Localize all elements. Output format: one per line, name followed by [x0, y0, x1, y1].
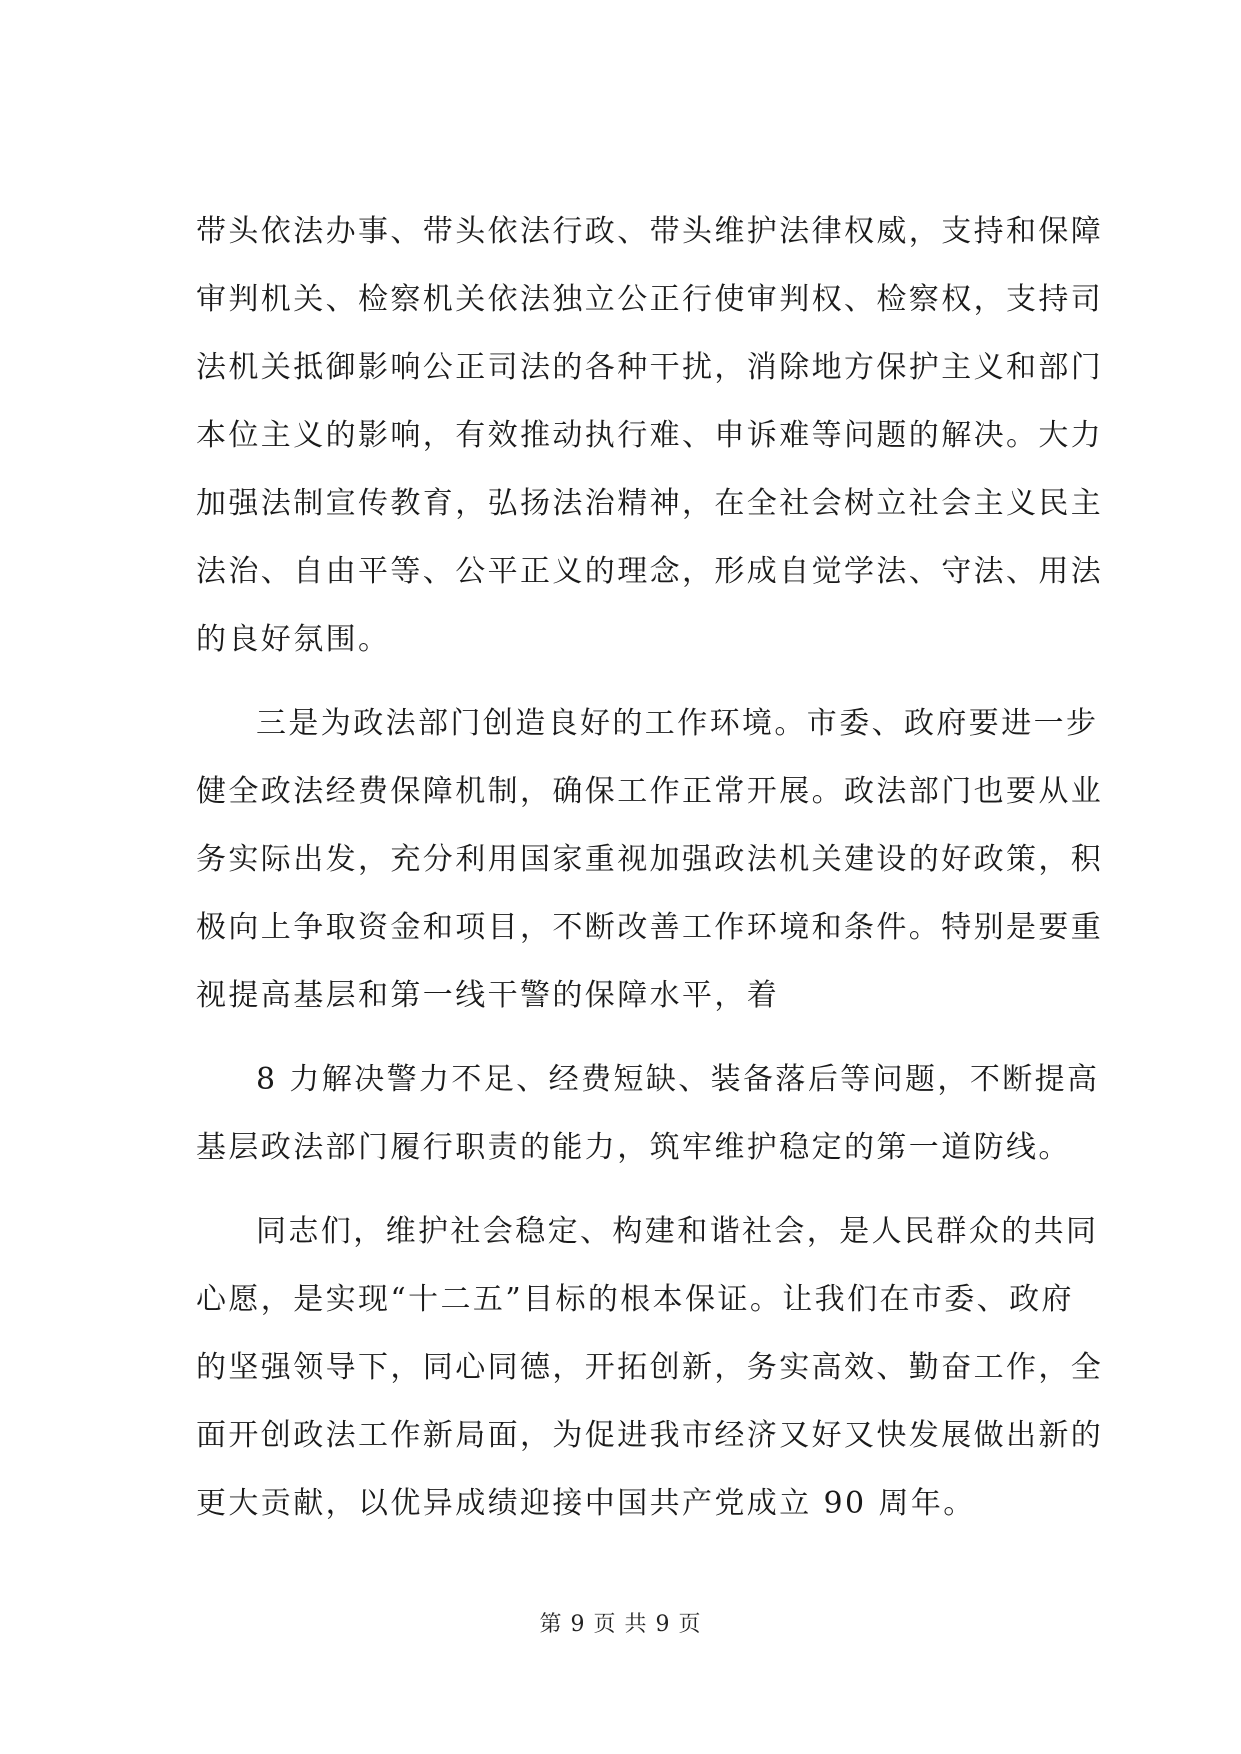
paragraph-3 — [196, 1046, 1100, 1182]
text-line: 基层政法部门履行职责的能力，筑牢维护稳定的第一道防线。 — [196, 1130, 1071, 1165]
text-line: 本位主义的影响，有效推动执行难、申诉难等问题的解决。大力 — [196, 418, 1104, 453]
text-line: 法机关抵御影响公正司法的各种干扰，消除地方保护主义和部门 — [196, 350, 1104, 385]
text-line: 更大贡献，以优异成绩迎接中国共产党成立 90 周年。 — [196, 1486, 976, 1521]
text-line: 带头依法办事、带头依法行政、带头维护法律权威，支持和保障 — [196, 214, 1104, 249]
text-line: 加强法制宣传教育，弘扬法治精神，在全社会树立社会主义民主 — [196, 486, 1104, 521]
text-line: 同志们，维护社会稳定、构建和谐社会，是人民群众的共同 — [256, 1214, 1099, 1249]
text-line: 视提高基层和第一线干警的保障水平，着 — [196, 978, 780, 1013]
text-line: 审判机关、检察机关依法独立公正行使审判权、检察权，支持司 — [196, 282, 1104, 317]
paragraph-1 — [196, 198, 1104, 674]
text-line: 健全政法经费保障机制，确保工作正常开展。政法部门也要从业 — [196, 774, 1104, 809]
paragraph-2 — [196, 690, 1104, 1030]
document-body — [196, 198, 1104, 1538]
text-line: 心愿，是实现“十二五”目标的根本保证。让我们在市委、政府 — [196, 1282, 1074, 1317]
paragraph-4 — [196, 1198, 1104, 1538]
text-line: 极向上争取资金和项目，不断改善工作环境和条件。特别是要重 — [196, 910, 1104, 945]
text-line: 的坚强领导下，同心同德，开拓创新，务实高效、勤奋工作，全 — [196, 1350, 1104, 1385]
text-line: 面开创政法工作新局面，为促进我市经济又好又快发展做出新的 — [196, 1418, 1104, 1453]
text-line: 的良好氛围。 — [196, 622, 391, 657]
page-footer: 第 9 页 共 9 页 — [539, 1612, 702, 1637]
text-line: 三是为政法部门创造良好的工作环境。市委、政府要进一步 — [256, 706, 1099, 741]
text-line: 务实际出发，充分利用国家重视加强政法机关建设的好政策，积 — [196, 842, 1104, 877]
text-line: 法治、自由平等、公平正义的理念，形成自觉学法、守法、用法 — [196, 554, 1104, 589]
text-line: 8 力解决警力不足、经费短缺、装备落后等问题，不断提高 — [256, 1062, 1100, 1097]
